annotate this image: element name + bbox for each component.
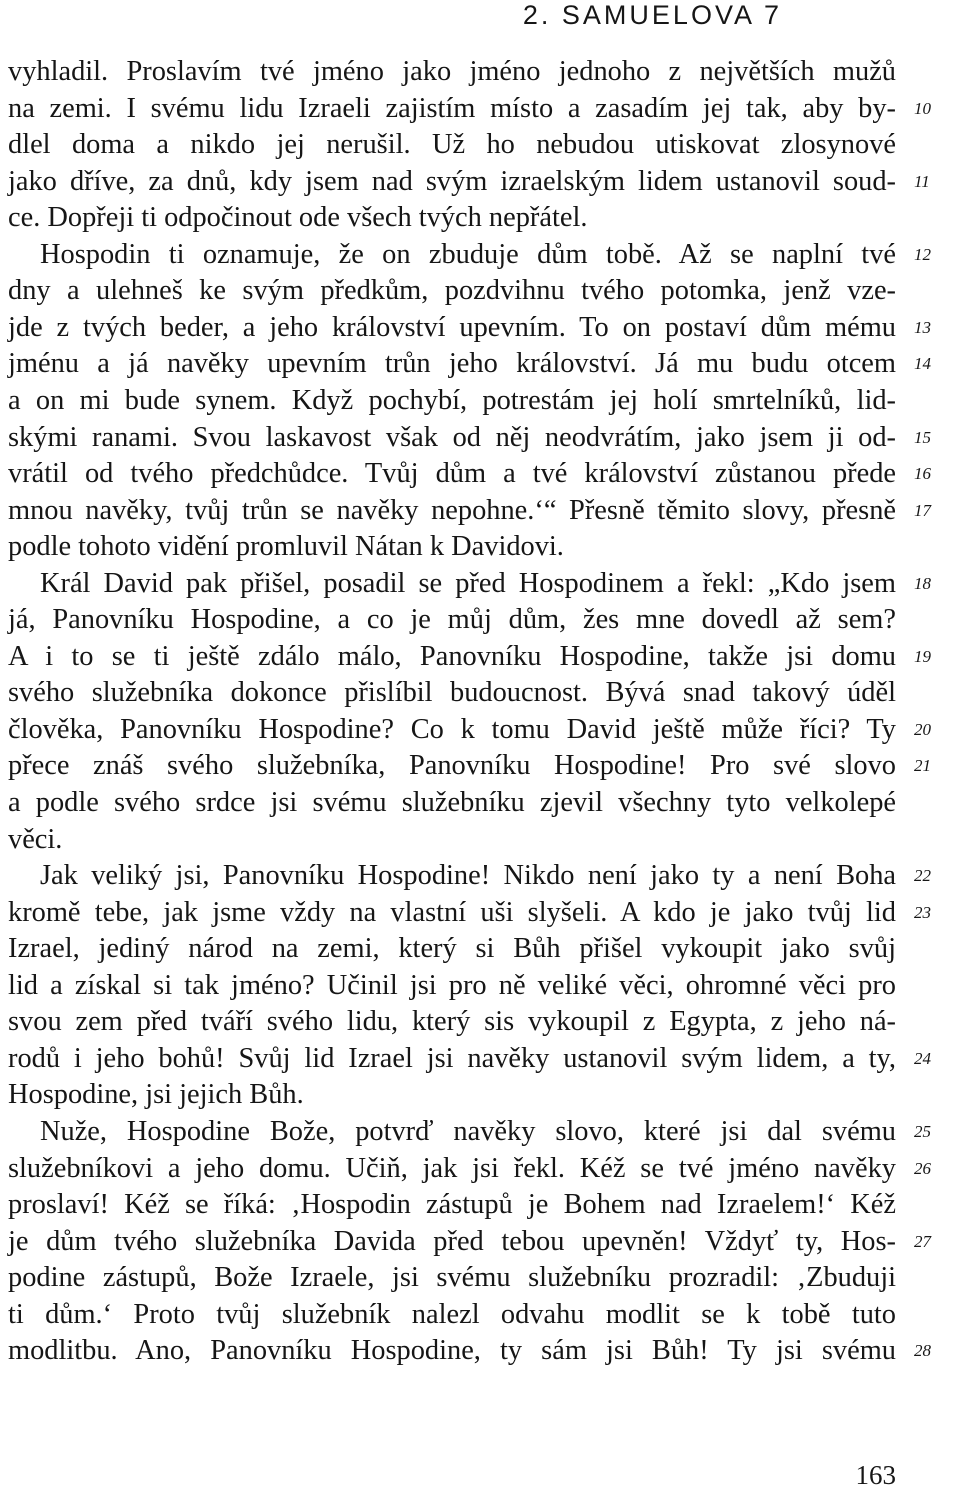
verse-number: 21 <box>914 756 931 775</box>
text-line: Jak veliký jsi, Panovníku Hospodine! Nikdo není jako ty a není Boha <box>40 860 896 891</box>
running-head: 2. SAMUELOVA 7 <box>522 0 782 30</box>
text-line: Hospodin ti oznamuje, že on zbuduje dům tobě. Až se naplní tvé <box>40 239 896 270</box>
text-line: Král David pak přišel, posadil se před Hospodinem a řekl: „Kdo jsem <box>40 568 896 599</box>
text-line: svou zem před tváří svého lidu, který sis vykoupil z Egypta, z jeho ná- <box>8 1006 896 1037</box>
text-line: mnou navěky, tvůj trůn se navěky nepohne.‘“ Přesně těmito slovy, přesně <box>8 495 896 526</box>
text-line: jménu a já navěky upevním trůn jeho království. Já mu budu otcem <box>8 348 896 379</box>
text-line: svého služebníka dokonce přislíbil budoucnost. Bývá snad takový úděl <box>8 677 896 708</box>
text-line: Izrael, jediný národ na zemi, který si Bůh přišel vykoupit jako svůj <box>8 933 896 964</box>
text-line: rodů i jeho bohů! Svůj lid Izrael jsi navěky ustanovil svým lidem, a ty, <box>8 1043 896 1074</box>
text-line: a on mi bude synem. Když pochybí, potrestám jej holí smrtelníků, lid- <box>8 385 896 416</box>
text-line: vrátil od tvého předchůdce. Tvůj dům a tvé království zůstanou přede <box>8 458 896 489</box>
text-line: dlel doma a nikdo jej nerušil. Už ho nebudou utiskovat zlosynové <box>8 129 896 160</box>
text-line: ti dům.‘ Proto tvůj služebník nalezl odvahu modlit se k tobě tuto <box>8 1299 896 1330</box>
text-line: a podle svého srdce jsi svému služebníku zjevil všechny tyto velkolepé <box>8 787 896 818</box>
text-line: přece znáš svého služebníka, Panovníku Hospodine! Pro své slovo <box>8 750 896 781</box>
verse-number: 18 <box>914 574 931 593</box>
text-line: proslaví! Kéž se říká: ‚Hospodin zástupů je Bohem nad Izraelem!‘ Kéž <box>8 1189 896 1220</box>
verse-number: 17 <box>914 501 931 520</box>
text-line: ce. Dopřeji ti odpočinout ode všech tvých nepřátel. <box>8 202 588 233</box>
text-line: věci. <box>8 824 63 855</box>
verse-number: 14 <box>914 354 931 373</box>
verse-number: 19 <box>914 647 931 666</box>
text-line: vyhladil. Proslavím tvé jméno jako jméno jednoho z největších mužů <box>8 56 896 87</box>
verse-number: 25 <box>914 1122 931 1141</box>
text-line: člověka, Panovníku Hospodine? Co k tomu David ještě může říci? Ty <box>8 714 896 745</box>
text-line: jako dříve, za dnů, kdy jsem nad svým izraelským lidem ustanovil soud- <box>8 166 896 197</box>
text-line: já, Panovníku Hospodine, a co je můj dům, žes mne dovedl až sem? <box>8 604 896 635</box>
text-line: modlitbu. Ano, Panovníku Hospodine, ty sám jsi Bůh! Ty jsi svému <box>8 1335 896 1366</box>
text-line: kromě tebe, jak jsme vždy na vlastní uši slyšeli. A kdo je jako tvůj lid <box>8 897 896 928</box>
verse-number: 22 <box>914 866 931 885</box>
text-line: je dům tvého služebníka Davida před tebou upevněn! Vždyť ty, Hos- <box>8 1226 896 1257</box>
text-line: Hospodine, jsi jejich Bůh. <box>8 1079 304 1110</box>
verse-number: 10 <box>914 99 931 118</box>
verse-number: 15 <box>914 428 931 447</box>
verse-number: 28 <box>914 1341 931 1360</box>
text-line: A i to se ti ještě zdálo málo, Panovníku Hospodine, takže jsi domu <box>8 641 896 672</box>
text-line: jde z tvých beder, a jeho království upevním. To on postaví dům mému <box>8 312 896 343</box>
verse-number: 26 <box>914 1159 931 1178</box>
text-line: lid a získal si tak jméno? Učinil jsi pro ně veliké věci, ohromné věci pro <box>8 970 896 1001</box>
text-line: služebníkovi a jeho domu. Učiň, jak jsi řekl. Kéž se tvé jméno navěky <box>8 1153 896 1184</box>
page-number: 163 <box>855 1460 896 1490</box>
text-line: Nuže, Hospodine Bože, potvrď navěky slovo, které jsi dal svému <box>40 1116 896 1147</box>
verse-number: 11 <box>914 172 930 191</box>
verse-number: 13 <box>914 318 931 337</box>
verse-number: 23 <box>914 903 931 922</box>
text-line: skými ranami. Svou laskavost však od něj neodvrátím, jako jsem ji od- <box>8 422 896 453</box>
verse-number: 27 <box>914 1232 931 1251</box>
verse-number: 12 <box>914 245 931 264</box>
text-line: podle tohoto vidění promluvil Nátan k Davidovi. <box>8 531 564 562</box>
verse-number: 16 <box>914 464 931 483</box>
text-line: na zemi. I svému lidu Izraeli zajistím místo a zasadím jej tak, aby by- <box>8 93 896 124</box>
verse-number: 24 <box>914 1049 931 1068</box>
text-line: dny a ulehneš ke svým předkům, pozdvihnu tvého potomka, jenž vze- <box>8 275 896 306</box>
verse-number: 20 <box>914 720 931 739</box>
text-line: podine zástupů, Bože Izraele, jsi svému služebníku prozradil: ‚Zbuduji <box>8 1262 896 1293</box>
